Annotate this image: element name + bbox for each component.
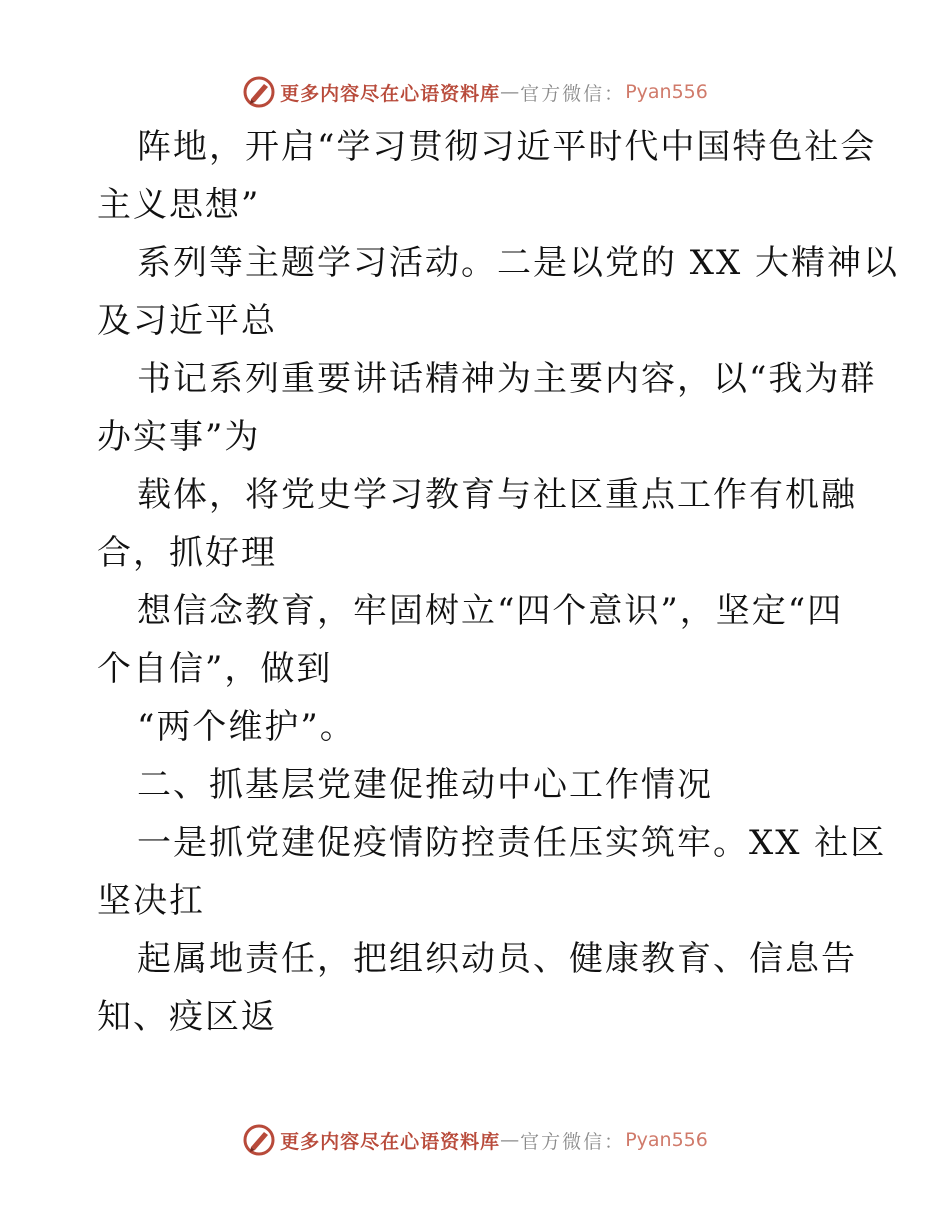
text-line: 主义思想” bbox=[97, 185, 261, 225]
text-line: 系列等主题学习活动。二是以党的 XX 大精神以 bbox=[137, 243, 900, 283]
text-line: 载体，将党史学习教育与社区重点工作有机融 bbox=[137, 475, 857, 515]
text-line: 想信念教育，牢固树立“四个意识”，坚定“四 bbox=[137, 591, 844, 631]
text-line: 个自信”，做到 bbox=[97, 649, 333, 689]
text-line: 阵地，开启“学习贯彻习近平时代中国特色社会 bbox=[137, 127, 877, 167]
pen-logo-icon bbox=[242, 75, 276, 109]
text-line: 及习近平总 bbox=[97, 301, 277, 341]
text-line: 书记系列重要讲话精神为主要内容，以“我为群 bbox=[137, 359, 877, 399]
banner-wechat-id: Pyan556 bbox=[625, 81, 708, 103]
banner-title: 更多内容尽在心语资料库 bbox=[280, 82, 501, 105]
text-line: 起属地责任，把组织动员、健康教育、信息告 bbox=[137, 939, 857, 979]
pen-logo-icon bbox=[242, 1123, 276, 1157]
banner-separator: — bbox=[500, 1129, 521, 1151]
banner-title: 更多内容尽在心语资料库 bbox=[280, 1130, 501, 1153]
body-text bbox=[97, 118, 900, 1046]
text-line: 坚决扛 bbox=[97, 881, 205, 921]
footer-watermark bbox=[0, 1120, 950, 1160]
text-line: 合，抓好理 bbox=[97, 533, 277, 573]
banner-wechat-label: 官方微信： bbox=[520, 82, 626, 105]
banner-separator: — bbox=[500, 81, 521, 103]
header-watermark bbox=[0, 72, 950, 112]
text-line: 知、疫区返 bbox=[97, 997, 277, 1037]
banner-wechat-label: 官方微信： bbox=[520, 1130, 626, 1153]
text-line: 办实事”为 bbox=[97, 417, 261, 457]
text-line: “两个维护”。 bbox=[137, 707, 356, 747]
section-heading: 二、抓基层党建促推动中心工作情况 bbox=[137, 765, 713, 805]
text-line: 一是抓党建促疫情防控责任压实筑牢。XX 社区 bbox=[137, 823, 887, 863]
banner-wechat-id: Pyan556 bbox=[625, 1129, 708, 1151]
